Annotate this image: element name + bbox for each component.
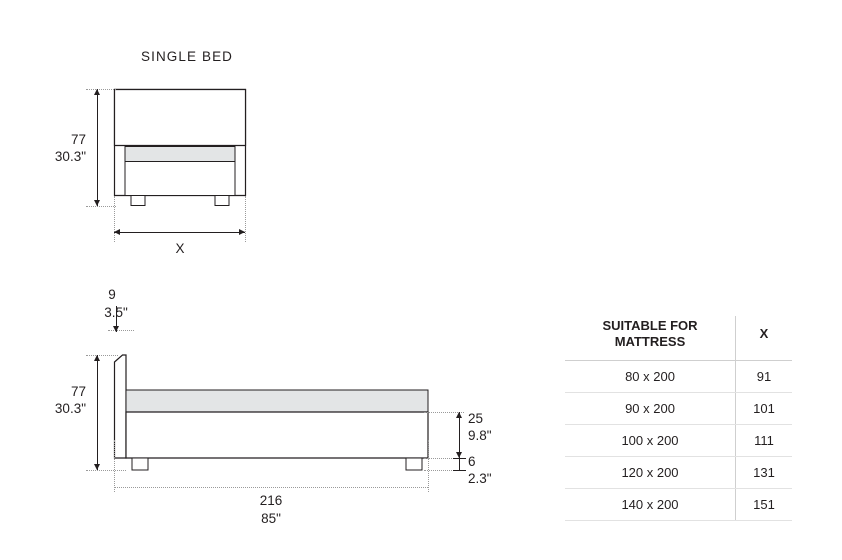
header-mattress-line2: MATTRESS bbox=[614, 334, 686, 349]
cell-x: 101 bbox=[736, 393, 793, 425]
side-view-illustration bbox=[108, 340, 468, 500]
side-length-label-in: 85" bbox=[261, 511, 281, 526]
drawing-title: SINGLE BED bbox=[141, 49, 234, 64]
headboard-thickness-guide bbox=[108, 330, 134, 331]
side-length-label-cm: 216 bbox=[259, 493, 283, 508]
table-row bbox=[565, 457, 792, 489]
headboard-thickness-label-cm: 9 bbox=[108, 287, 116, 302]
front-width-label: X bbox=[175, 241, 185, 256]
cell-mattress: 80 x 200 bbox=[565, 361, 736, 393]
front-width-guide-right bbox=[245, 196, 246, 242]
cell-mattress: 100 x 200 bbox=[565, 425, 736, 457]
front-height-label-cm: 77 bbox=[70, 132, 86, 147]
front-height-label-in: 30.3" bbox=[54, 149, 86, 164]
leg-height-tick-bottom bbox=[453, 470, 466, 471]
side-height-guide-top bbox=[86, 355, 118, 356]
side-height-dimension-line bbox=[97, 355, 98, 470]
front-height-arrow-bottom bbox=[94, 200, 100, 206]
leg-height-label-cm: 6 bbox=[468, 454, 476, 469]
table-row bbox=[565, 425, 792, 457]
cell-x: 91 bbox=[736, 361, 793, 393]
side-height-label-cm: 77 bbox=[70, 384, 86, 399]
base-height-label-cm: 25 bbox=[468, 411, 484, 426]
headboard-thickness-arrow bbox=[113, 326, 119, 332]
front-height-dimension-line bbox=[97, 89, 98, 206]
front-width-dimension-line bbox=[114, 232, 245, 233]
header-x: X bbox=[736, 316, 793, 361]
front-height-guide-bottom bbox=[86, 206, 116, 207]
table-row bbox=[565, 361, 792, 393]
cell-x: 151 bbox=[736, 489, 793, 521]
side-height-arrow-top bbox=[94, 355, 100, 361]
base-height-label-in: 9.8" bbox=[468, 428, 492, 443]
front-height-arrow-top bbox=[94, 89, 100, 95]
base-height-arrow-top bbox=[456, 412, 462, 418]
cell-mattress: 120 x 200 bbox=[565, 457, 736, 489]
table-row bbox=[565, 489, 792, 521]
table-body bbox=[565, 361, 792, 521]
table-row bbox=[565, 393, 792, 425]
side-length-guide-right bbox=[428, 440, 429, 492]
front-view-illustration bbox=[113, 88, 273, 218]
table-header bbox=[565, 316, 792, 361]
table-header-row bbox=[565, 316, 792, 361]
cell-mattress: 90 x 200 bbox=[565, 393, 736, 425]
side-length-dimension-line bbox=[114, 487, 428, 488]
mattress-size-table bbox=[565, 316, 792, 521]
headboard-thickness-label-in: 3.5" bbox=[104, 305, 128, 320]
front-width-arrow-right bbox=[239, 229, 245, 235]
side-height-arrow-bottom bbox=[94, 464, 100, 470]
cell-mattress: 140 x 200 bbox=[565, 489, 736, 521]
front-height-guide-top bbox=[86, 89, 116, 90]
front-width-arrow-left bbox=[114, 229, 120, 235]
leg-height-label-in: 2.3" bbox=[468, 471, 492, 486]
side-height-guide-bottom bbox=[86, 470, 126, 471]
header-mattress-line1: SUITABLE FOR bbox=[602, 318, 698, 333]
leg-height-tick-top bbox=[453, 458, 466, 459]
leg-height-dimension-line bbox=[459, 458, 460, 470]
side-height-label-in: 30.3" bbox=[54, 401, 86, 416]
header-suitable-for-mattress bbox=[565, 316, 736, 361]
cell-x: 111 bbox=[736, 425, 793, 457]
cell-x: 131 bbox=[736, 457, 793, 489]
side-length-guide-left bbox=[114, 440, 115, 492]
front-width-guide-left bbox=[114, 196, 115, 242]
